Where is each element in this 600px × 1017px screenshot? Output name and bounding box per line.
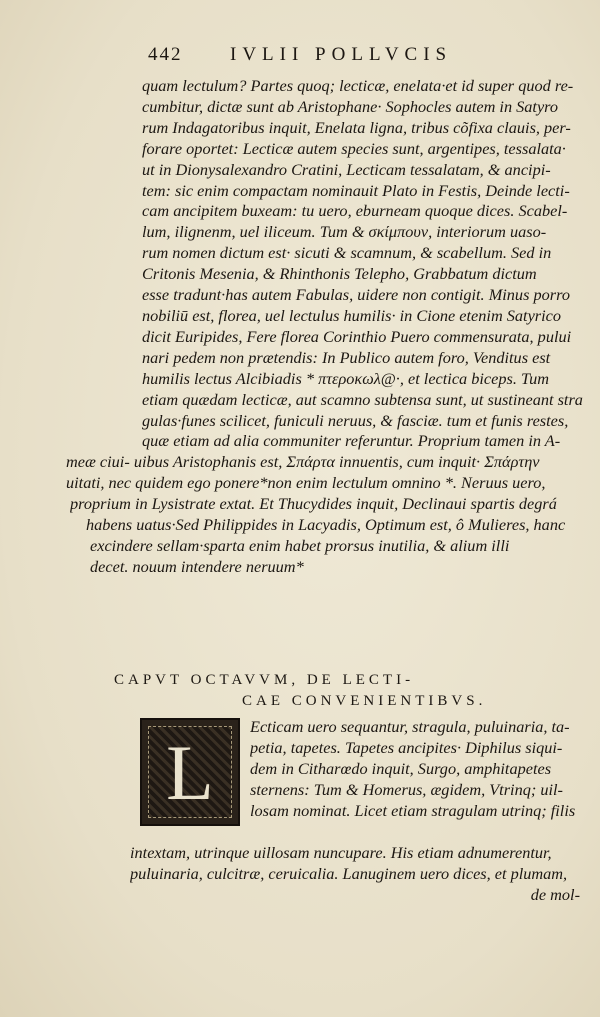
chapter-heading bbox=[114, 670, 590, 712]
text-line: tem: sic enim compactam nominauit Plato in Festis, Deinde lecti- bbox=[142, 180, 570, 200]
text-line: forare oportet: Lecticæ autem species sunt, argentipes, tessalata· bbox=[142, 138, 566, 158]
text-line: nari pedem non prætendis: In Publico autem foro, Venditus est bbox=[142, 347, 551, 367]
text-line: meæ ciui- uibus Aristophanis est, Σπάρτα innuentis, cum inquit· Σπάρτην bbox=[66, 452, 540, 472]
main-text-block bbox=[66, 76, 590, 578]
text-line: uitati, nec quidem ego ponere*non enim lectulum omnino *. Neruus uero, bbox=[66, 473, 546, 493]
text-line: proprium in Lysistrate extat. Et Thucydides inquit, Declinaui spartis degrá bbox=[70, 494, 557, 514]
text-line: decet. nouum intendere neruum* bbox=[90, 556, 304, 576]
text-line: habens uatus·Sed Philippides in Lacyadis, Optimum est, ô Mulieres, hanc bbox=[86, 515, 566, 535]
decorated-initial bbox=[140, 718, 240, 826]
text-line: losam nominat. Licet etiam stragulam utrinq; filis bbox=[250, 801, 576, 820]
text-line: intextam, utrinque uillosam nuncupare. His etiam adnumerentur, bbox=[130, 843, 552, 862]
text-line: cam ancipitem buxeam: tu uero, eburneam quoque dices. Scabel- bbox=[142, 201, 568, 221]
text-line: ut in Dionysalexandro Cratini, Lecticam tessalatam, & ancipi- bbox=[142, 159, 551, 179]
text-line: puluinaria, culcitræ, ceruicalia. Lanuginem uero dices, et plumam, bbox=[130, 864, 568, 883]
text-line: Ecticam uero sequantur, stragula, puluinaria, ta- bbox=[250, 717, 570, 736]
text-line: rum Indagatoribus inquit, Enelata ligna, tribus cõfixa clauis, per- bbox=[142, 117, 571, 137]
text-line: dem in Citharœdo inquit, Surgo, amphitapetes bbox=[250, 759, 552, 778]
text-line: gulas·funes scilicet, funiculi neruus, & fasciæ. tum et funis restes, bbox=[142, 410, 569, 430]
text-line: Critonis Mesenia, & Rhinthonis Telepho, Grabbatum dictum bbox=[142, 264, 537, 284]
text-line: quam lectulum? Partes quoq; lecticæ, enelata·et id super quod re- bbox=[142, 76, 574, 95]
chapter-heading-line: CAE CONVENIENTIBVS. bbox=[242, 693, 487, 709]
catchword: de mol- bbox=[530, 885, 580, 904]
running-head bbox=[148, 44, 528, 68]
text-line: petia, tapetes. Tapetes ancipites· Diphilus siqui- bbox=[250, 738, 563, 757]
running-title: IVLII POLLVCIS bbox=[230, 44, 453, 65]
text-line: humilis lectus Alcibiadis * πτεροκωλ@·, et lectica biceps. Tum bbox=[142, 368, 550, 388]
text-line: etiam quædam lecticæ, aut scamno subtensa sunt, ut sustineant stra bbox=[142, 389, 583, 409]
text-line: lum, ilignenm, uel iliceum. Tum & σκίμπουν, interiorum uaso- bbox=[142, 222, 547, 242]
text-line: esse tradunt·has autem Fabulas, uidere non contigit. Minus porro bbox=[142, 285, 570, 305]
page-number: 442 bbox=[148, 44, 183, 65]
chapter-text-beside-initial bbox=[250, 716, 590, 821]
text-line: nobiliū est, florea, uel lectulus humilis· in Cione etenim Satyrico bbox=[142, 305, 562, 325]
initial-letter: L bbox=[166, 729, 214, 816]
text-line: dicit Euripides, Fere florea Corinthio Puero commensurata, pului bbox=[142, 326, 572, 346]
text-line: rum nomen dictum est· sicuti & scamnum, & scabellum. Sed in bbox=[142, 243, 552, 263]
chapter-heading-line: CAPVT OCTAVVM, DE LECTI- bbox=[114, 672, 415, 688]
chapter-text-full-width bbox=[130, 842, 590, 905]
text-line: quæ etiam ad alia communiter referuntur. Proprium tamen in A- bbox=[142, 431, 561, 451]
text-line: sternens: Tum & Homerus, ægidem, Vtrinq; uil- bbox=[250, 780, 563, 799]
text-line: cumbitur, dictæ sunt ab Aristophane· Sophocles autem in Satyro bbox=[142, 96, 559, 116]
text-line: excindere sellam·sparta enim habet prorsus inutilia, & alium illi bbox=[90, 535, 510, 555]
